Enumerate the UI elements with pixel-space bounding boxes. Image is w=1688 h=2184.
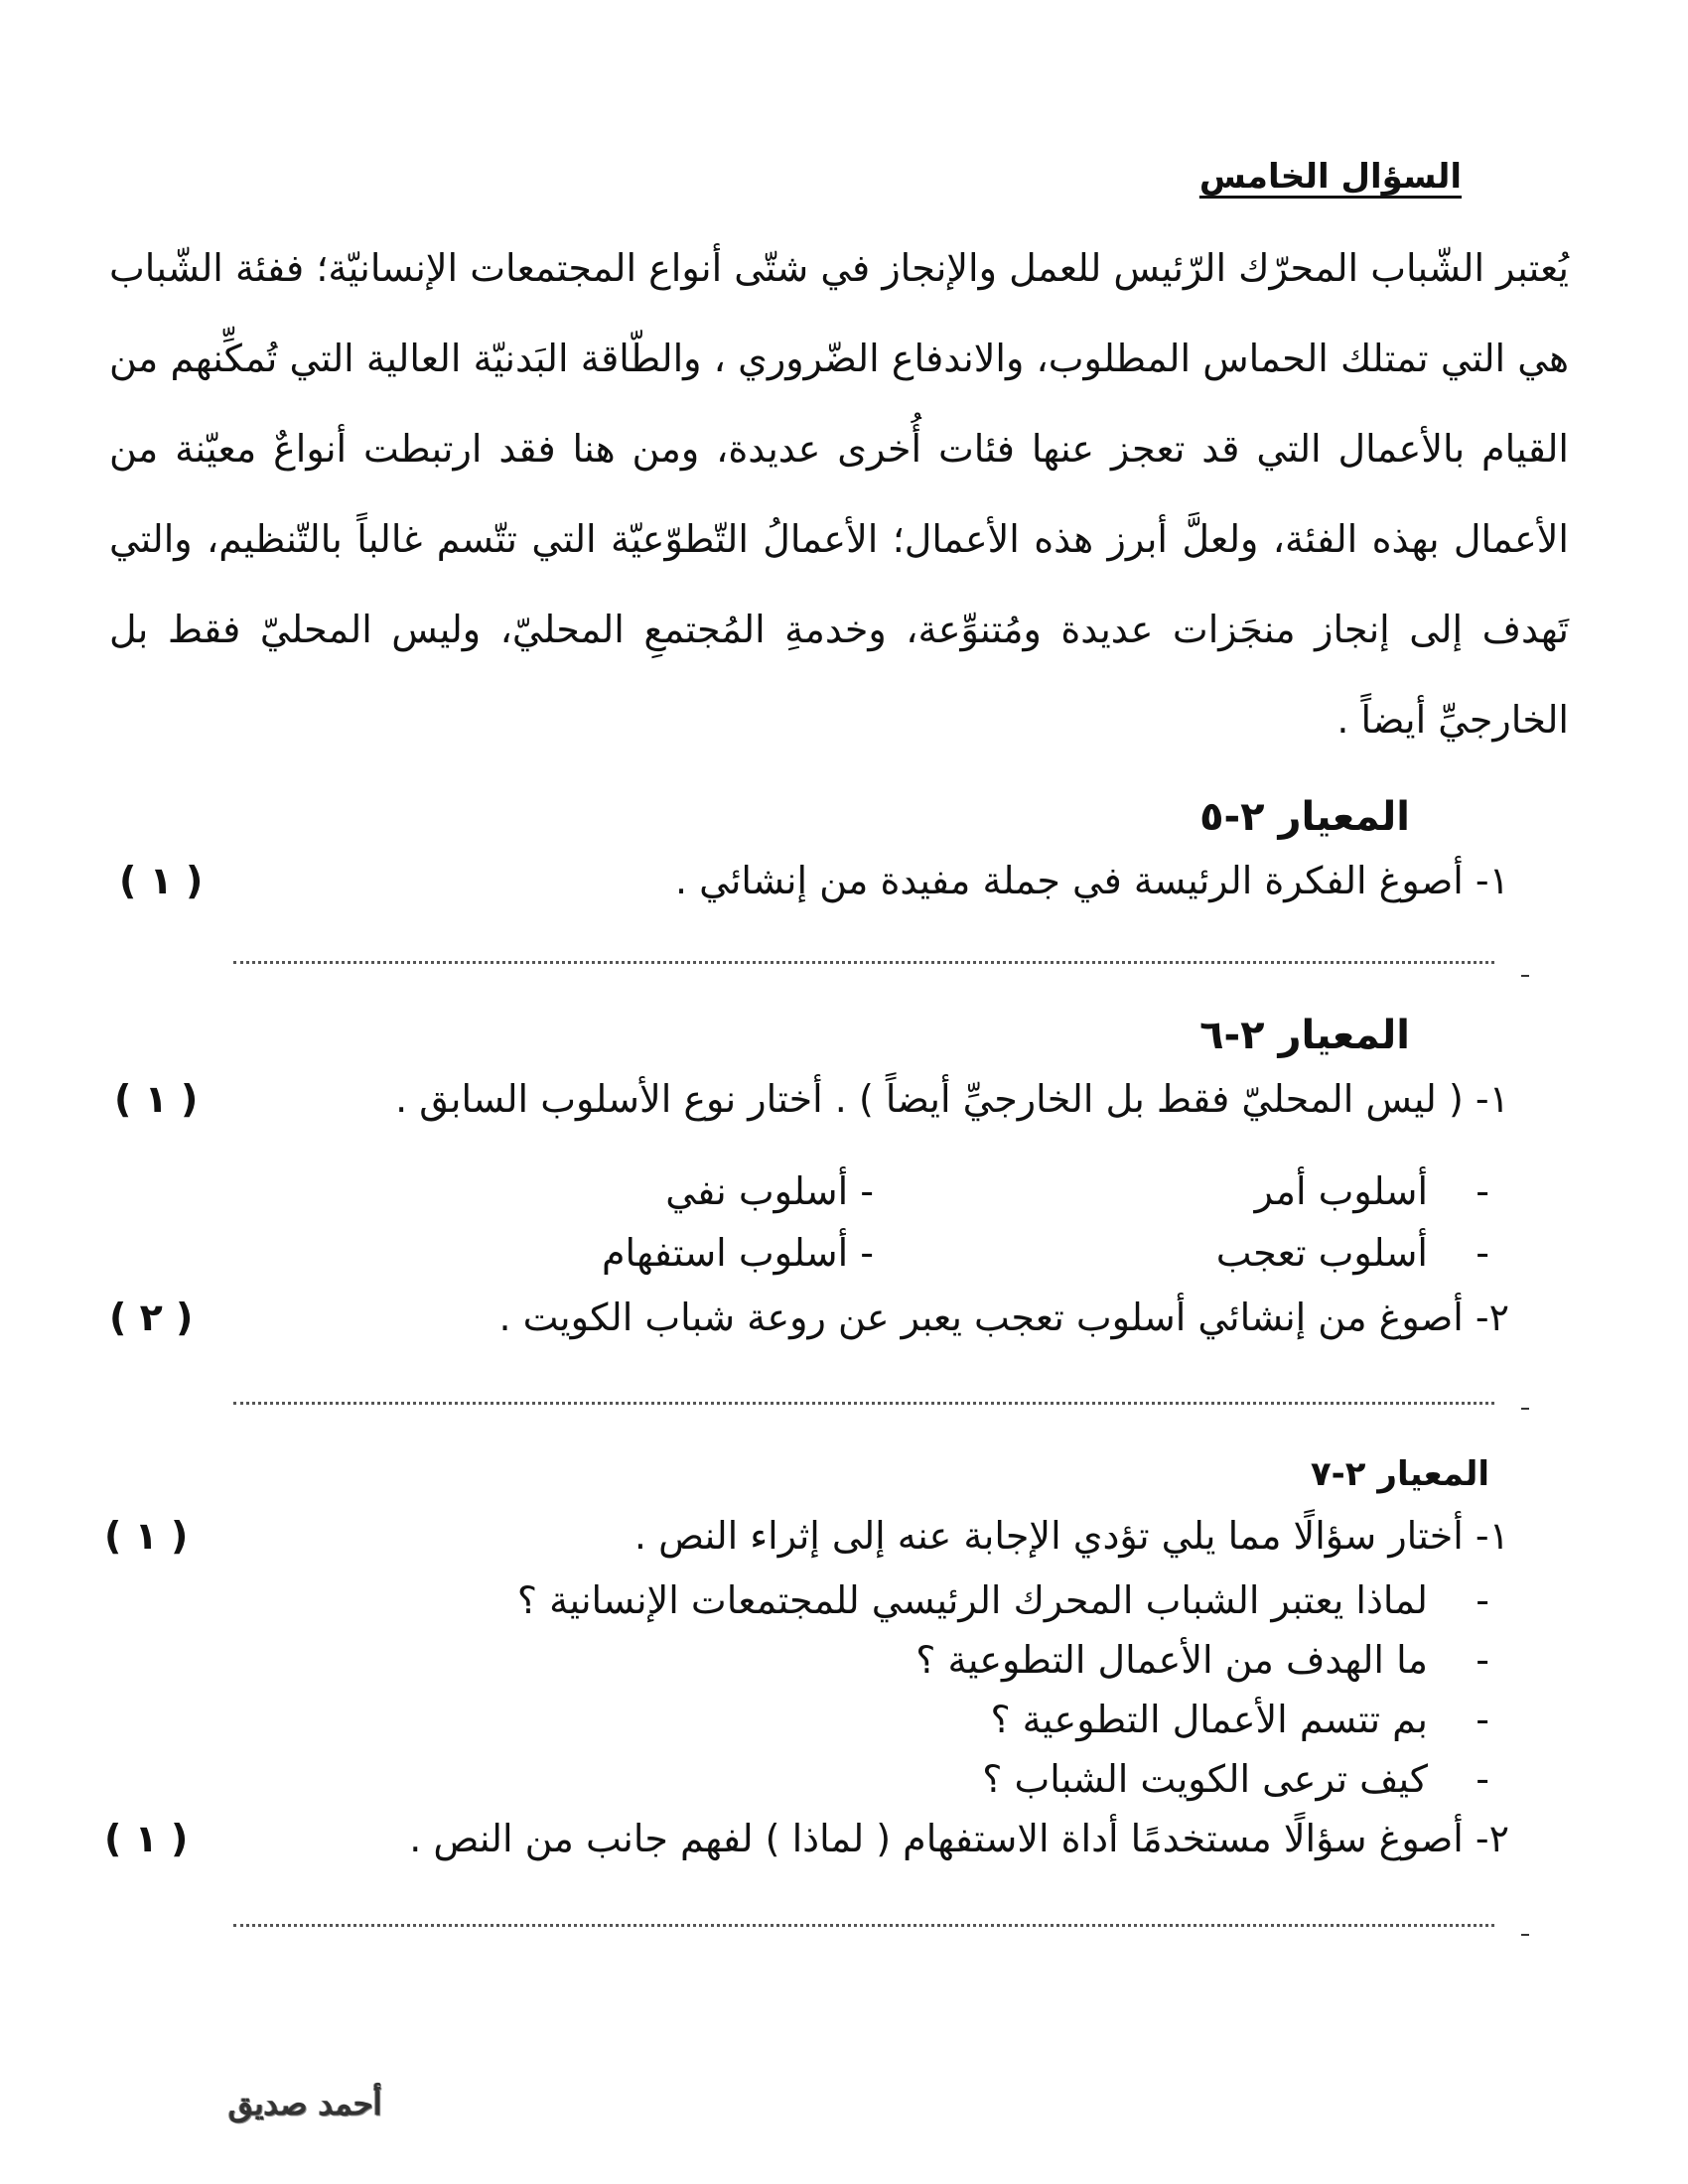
option-command-style: أسلوب أمر — [1254, 1169, 1428, 1213]
answer-line[interactable] — [233, 961, 1494, 964]
section2-question-2-mark: ( ٢ ) — [109, 1296, 194, 1339]
choice-item: بم تتسم الأعمال التطوعية ؟ — [990, 1698, 1428, 1741]
section2-question-2: ٢- أصوغ من إنشائي أسلوب تعجب يعبر عن روعة شباب الكويت . — [498, 1296, 1509, 1339]
section3-question-2: ٢- أصوغ سؤالًا مستخدمًا أداة الاستفهام ( لماذا ) لفهم جانب من النص . — [409, 1817, 1509, 1860]
choice-bullet: - — [1476, 1757, 1489, 1801]
choice-item: كيف ترعى الكويت الشباب ؟ — [982, 1757, 1428, 1801]
option-bullet: - — [1476, 1231, 1489, 1275]
section3-question-1: ١- أختار سؤالًا مما يلي تؤدي الإجابة عنه إلى إثراء النص . — [633, 1514, 1509, 1558]
answer-line[interactable] — [233, 1402, 1494, 1405]
section2-question-1-mark: ( ١ ) — [114, 1077, 199, 1121]
choice-bullet: - — [1476, 1638, 1489, 1682]
section1-question-1: ١- أصوغ الفكرة الرئيسة في جملة مفيدة من إنشائي . — [675, 859, 1509, 902]
choice-bullet: - — [1476, 1578, 1489, 1622]
answer-line-dash — [1521, 1408, 1529, 1410]
choice-item: لماذا يعتبر الشباب المحرك الرئيسي للمجتمعات الإنسانية ؟ — [516, 1578, 1428, 1622]
choice-bullet: - — [1476, 1698, 1489, 1741]
standard-heading-7: المعيار ٢-٧ — [1310, 1454, 1489, 1494]
answer-line-dash — [1521, 1934, 1529, 1936]
section3-question-1-mark: ( ١ ) — [104, 1514, 189, 1558]
standard-heading-6: المعيار ٢-٦ — [1199, 1013, 1410, 1058]
choice-item: ما الهدف من الأعمال التطوعية ؟ — [915, 1638, 1428, 1682]
standard-heading-5: المعيار ٢-٥ — [1199, 794, 1410, 840]
section3-question-2-mark: ( ١ ) — [104, 1817, 189, 1860]
answer-line[interactable] — [233, 1924, 1494, 1927]
option-negation-style: - أسلوب نفي — [665, 1169, 874, 1213]
section1-question-1-mark: ( ١ ) — [119, 859, 204, 902]
section2-question-1: ١- ( ليس المحليّ فقط بل الخارجيِّ أيضاً ) . أختار نوع الأسلوب السابق . — [395, 1077, 1509, 1121]
option-bullet: - — [1476, 1169, 1489, 1213]
option-exclamation-style: أسلوب تعجب — [1215, 1231, 1428, 1275]
question-title: السؤال الخامس — [1198, 157, 1462, 197]
reading-passage: يُعتبر الشّباب المحرّك الرّئيس للعمل والإنجاز في شتّى أنواع المجتمعات الإنسانيّة؛ ففئة الشّباب هي التي تمتلك الحماس المطلوب، والاندفاع الضّروري ، والطّاقة البَدنيّة العالية التي تُمكِّنهم من القيام بالأعمال التي قد تعجز عنها فئات أُخرى عديدة، ومن هنا فقد ارتبطت أنواعٌ معيّنة من الأعمال بهذه الفئة، ولعلَّ أبرز هذه الأعمال؛ الأعمالُ التّطوّعيّة التي تتّسم غالباً بالتّنظيم، والتي تَهدف إلى إنجاز منجَزات عديدة ومُتنوِّعة، وخدمةِ المُجتمعِ المحليّ، وليس المحليّ فقط بل الخارجيِّ أيضاً . — [109, 246, 1569, 742]
answer-line-dash — [1521, 975, 1529, 977]
author-signature: أحمد صديق — [228, 2085, 382, 2122]
option-interrogative-style: - أسلوب استفهام — [602, 1231, 874, 1275]
